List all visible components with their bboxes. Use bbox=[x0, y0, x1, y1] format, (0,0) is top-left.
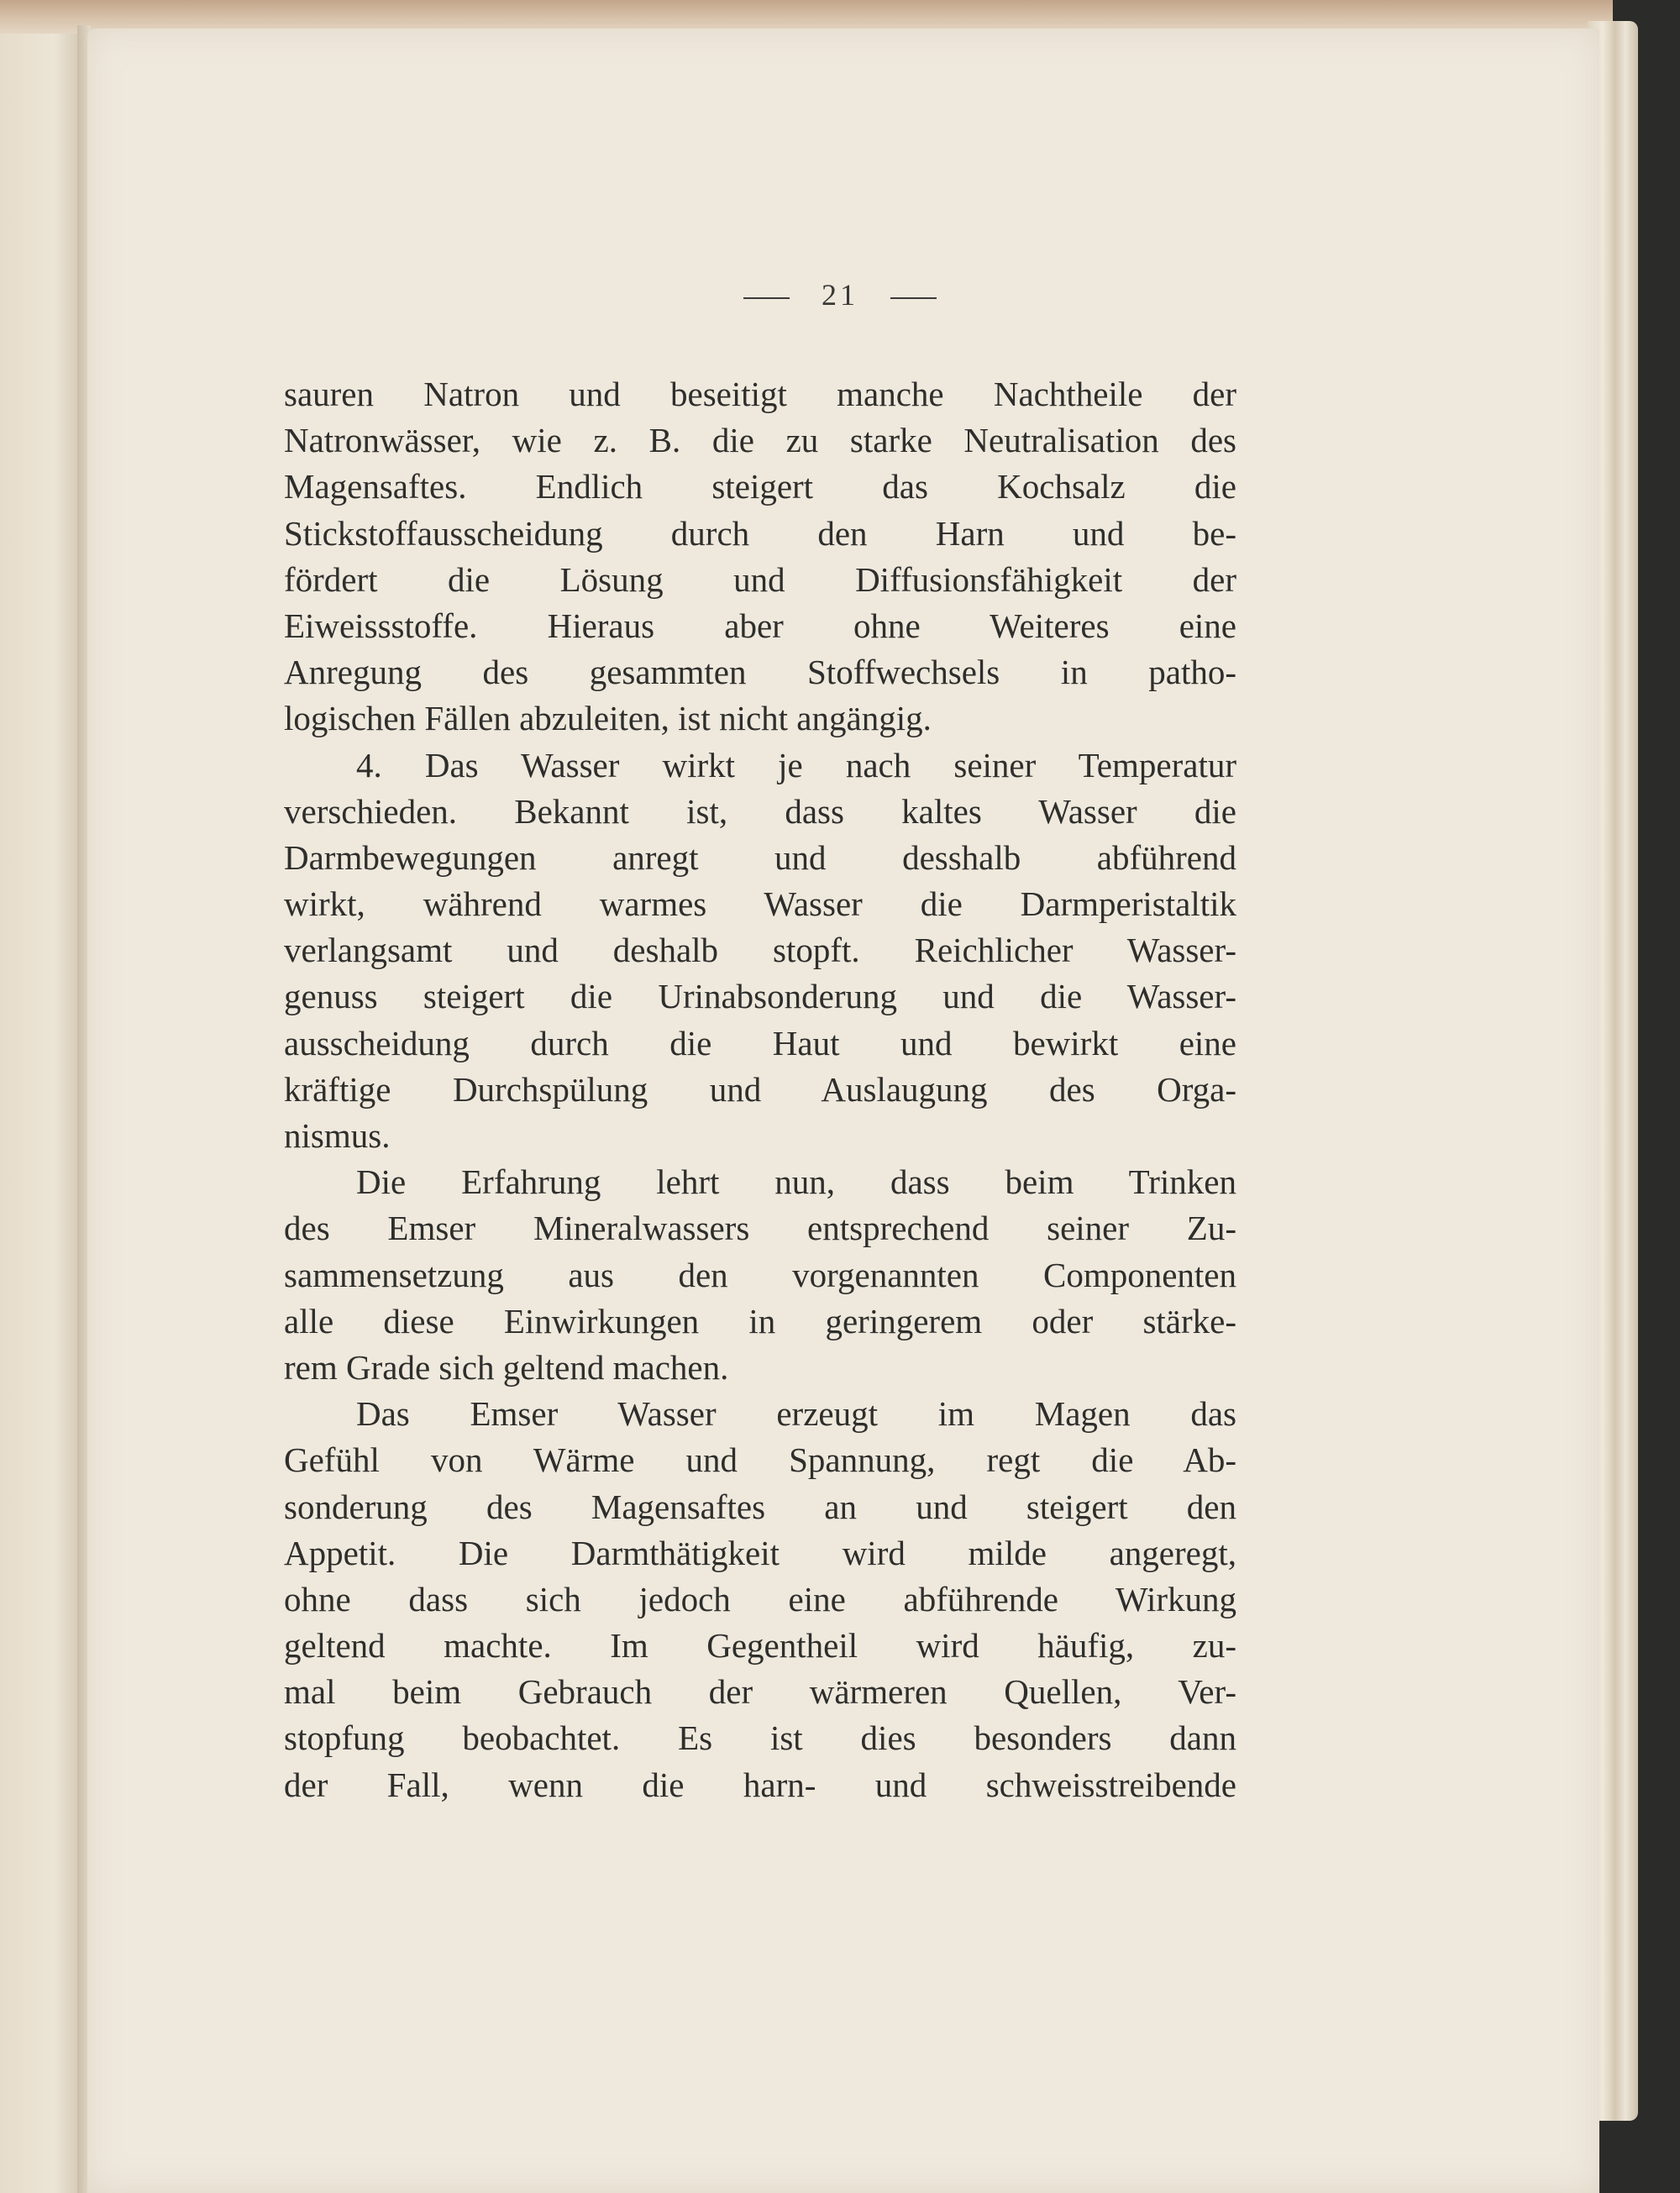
text-line: verlangsamt und deshalb stopft. Reichlicher Wasser- bbox=[284, 931, 1236, 970]
text-line: geltend machte. Im Gegentheil wird häufig, zu- bbox=[284, 1626, 1236, 1666]
text-line: alle diese Einwirkungen in geringerem oder stärke- bbox=[284, 1301, 1236, 1340]
text-line: Appetit. Die Darmthätigkeit wird milde angeregt, bbox=[284, 1533, 1236, 1572]
text-line: des Emser Mineralwassers entsprechend seiner Zu- bbox=[284, 1209, 1236, 1248]
text-line: nismus. bbox=[284, 1116, 391, 1155]
text-line: Die Erfahrung lehrt nun, dass beim Trinken bbox=[356, 1162, 1236, 1202]
text-line: wirkt, während warmes Wasser die Darmperistaltik bbox=[284, 884, 1236, 924]
text-line: Darmbewegungen anregt und desshalb abführend bbox=[284, 837, 1236, 877]
text-line: logischen Fällen abzuleiten, ist nicht angängig. bbox=[284, 699, 932, 738]
text-line: sammensetzung aus den vorgenannten Componenten bbox=[284, 1255, 1236, 1294]
text-line: stopfung beobachtet. Es ist dies besonders dann bbox=[284, 1718, 1236, 1758]
text-line: Natronwässer, wie z. B. die zu starke Neutralisation des bbox=[284, 421, 1236, 460]
text-line: Das Emser Wasser erzeugt im Magen das bbox=[356, 1394, 1236, 1434]
body-text bbox=[284, 371, 1236, 1808]
text-line: kräftige Durchspülung und Auslaugung des Orga- bbox=[284, 1069, 1236, 1109]
text-line: mal beim Gebrauch der wärmeren Quellen, Ver- bbox=[284, 1672, 1236, 1712]
text-line: der Fall, wenn die harn- und schweisstreibende bbox=[284, 1765, 1236, 1804]
text-line: fördert die Lösung und Diffusionsfähigkeit der bbox=[284, 559, 1236, 599]
text-line: sauren Natron und beseitigt manche Nachtheile der bbox=[284, 375, 1236, 413]
text-line: sonderung des Magensaftes an und steigert den bbox=[284, 1487, 1236, 1526]
page-number-value: 21 bbox=[822, 278, 858, 312]
text-line: Eiweissstoffe. Hieraus aber ohne Weiteres eine bbox=[284, 606, 1236, 645]
text-line: 4. Das Wasser wirkt je nach seiner Temperatur bbox=[356, 745, 1236, 784]
text-line: Gefühl von Wärme und Spannung, regt die Ab- bbox=[284, 1440, 1236, 1480]
text-line: ausscheidung durch die Haut und bewirkt eine bbox=[284, 1023, 1236, 1062]
text-line: genuss steigert die Urinabsonderung und die Wasser- bbox=[284, 977, 1236, 1016]
text-line: Stickstoffausscheidung durch den Harn und be- bbox=[284, 513, 1236, 553]
text-line: Anregung des gesammten Stoffwechsels in patho- bbox=[284, 653, 1236, 692]
text-line: verschieden. Bekannt ist, dass kaltes Wasser die bbox=[284, 791, 1236, 831]
left-dash bbox=[743, 297, 790, 299]
right-dash bbox=[890, 297, 937, 299]
text-line: ohne dass sich jedoch eine abführende Wirkung bbox=[284, 1579, 1236, 1619]
text-line: Magensaftes. Endlich steigert das Kochsalz die bbox=[284, 467, 1236, 506]
left-page-edge bbox=[0, 34, 77, 2193]
page-number bbox=[0, 277, 1680, 312]
text-line: rem Grade sich geltend machen. bbox=[284, 1347, 729, 1387]
